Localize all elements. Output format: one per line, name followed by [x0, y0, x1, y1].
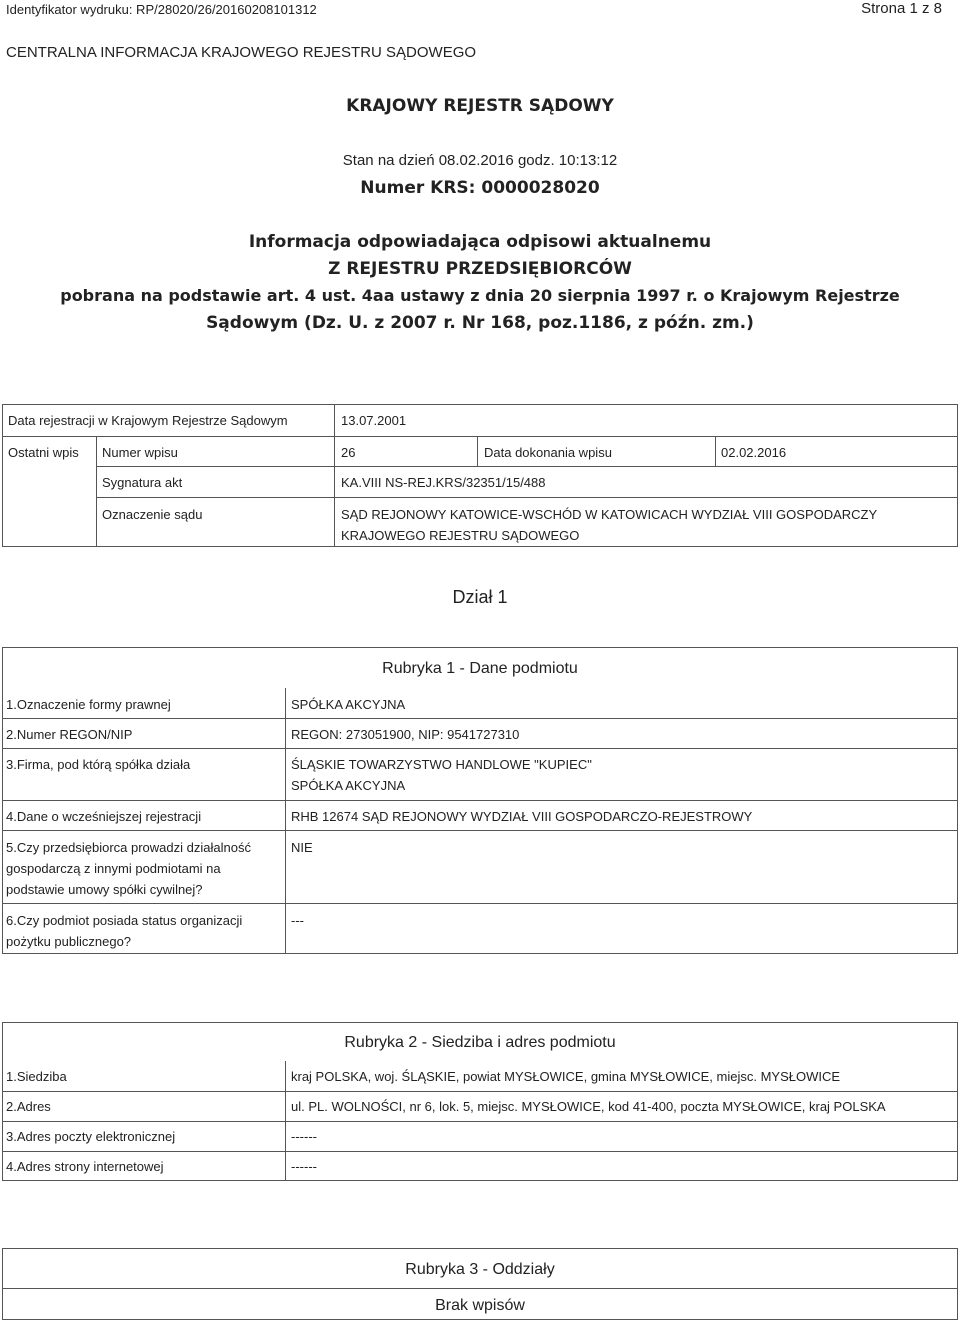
registry-title: KRAJOWY REJESTR SĄDOWY — [346, 96, 614, 116]
institution-name: CENTRALNA INFORMACJA KRAJOWEGO REJESTRU SĄDOWEGO — [6, 44, 477, 61]
divider — [2, 718, 958, 719]
section-title: Dział 1 — [452, 587, 508, 607]
divider — [96, 497, 958, 498]
divider — [96, 466, 958, 467]
divider — [2, 1288, 958, 1289]
row-label: 1.Oznaczenie formy prawnej — [6, 697, 171, 712]
row-value: SPÓŁKA AKCYJNA — [291, 697, 406, 712]
row-value: ------ — [291, 1159, 317, 1174]
row-value: ŚLĄSKIE TOWARZYSTWO HANDLOWE "KUPIEC" SPÓŁKA AKCYJNA — [291, 757, 592, 793]
registration-date-value: 13.07.2001 — [341, 413, 407, 428]
row-label: 3.Firma, pod którą spółka działa — [6, 757, 191, 772]
divider — [715, 436, 716, 466]
row-label: 5.Czy przedsiębiorca prowadzi działalność gospodarczą z innymi podmiotami na podstawie umowy spółki cywilnej? — [6, 840, 251, 897]
row-value: kraj POLSKA, woj. ŚLĄSKIE, powiat MYSŁOWICE, gmina MYSŁOWICE, miejsc. MYSŁOWICE — [291, 1069, 841, 1084]
row-label: 3.Adres poczty elektronicznej — [6, 1129, 176, 1144]
entry-date-value: 02.02.2016 — [721, 445, 787, 460]
row-value: ------ — [291, 1129, 317, 1144]
divider — [2, 800, 958, 801]
row-label: 6.Czy podmiot posiada status organizacji pożytku publicznego? — [6, 913, 243, 949]
divider — [2, 748, 958, 749]
divider — [285, 688, 286, 954]
krs-number: Numer KRS: 0000028020 — [360, 178, 600, 198]
divider — [2, 903, 958, 904]
divider — [2, 1121, 958, 1122]
no-entries: Brak wpisów — [435, 1297, 525, 1314]
divider — [477, 436, 478, 466]
row-value: --- — [291, 913, 304, 928]
rubryka-1-title: Rubryka 1 - Dane podmiotu — [382, 660, 578, 677]
row-label: 1.Siedziba — [6, 1069, 67, 1084]
row-label: 4.Dane o wcześniejszej rejestracji — [6, 809, 202, 824]
row-label: 2.Numer REGON/NIP — [6, 727, 133, 742]
info-line-1: Informacja odpowiadająca odpisowi aktualnemu — [248, 232, 712, 252]
row-label: 4.Adres strony internetowej — [6, 1159, 164, 1174]
row-value: REGON: 273051900, NIP: 9541727310 — [291, 727, 520, 742]
divider — [2, 830, 958, 831]
row-value: RHB 12674 SĄD REJONOWY WYDZIAŁ VIII GOSPODARCZO-REJESTROWY — [291, 809, 753, 824]
divider — [96, 436, 97, 547]
print-identifier: Identyfikator wydruku: RP/28020/26/20160208101312 — [6, 2, 317, 17]
rubryka-3-title: Rubryka 3 - Oddziały — [405, 1261, 555, 1278]
court-label: Oznaczenie sądu — [102, 507, 203, 522]
page-number: Strona 1 z 8 — [861, 0, 942, 17]
divider — [334, 404, 335, 436]
row-label: 2.Adres — [6, 1099, 51, 1114]
info-line-2: Z REJESTRU PRZEDSIĘBIORCÓW — [328, 259, 632, 279]
basis-line-1: pobrana na podstawie art. 4 ust. 4aa ustawy z dnia 20 sierpnia 1997 r. o Krajowym Rejestrze — [60, 286, 900, 305]
divider — [2, 1091, 958, 1092]
court-value: SĄD REJONOWY KATOWICE-WSCHÓD W KATOWICACH WYDZIAŁ VIII GOSPODARCZY KRAJOWEGO REJESTRU SĄDOWEGO — [341, 507, 877, 543]
divider — [334, 436, 335, 547]
divider — [2, 1151, 958, 1152]
row-value: NIE — [291, 840, 313, 855]
case-signature-value: KA.VIII NS-REJ.KRS/32351/15/488 — [341, 475, 546, 490]
last-entry-label: Ostatni wpis — [8, 445, 79, 460]
row-value: ul. PL. WOLNOŚCI, nr 6, lok. 5, miejsc. MYSŁOWICE, kod 41-400, poczta MYSŁOWICE, kraj POLSKA — [291, 1099, 886, 1114]
basis-line-2: Sądowym (Dz. U. z 2007 r. Nr 168, poz.1186, z późn. zm.) — [206, 313, 754, 333]
divider — [2, 436, 958, 437]
entry-date-label: Data dokonania wpisu — [484, 445, 612, 460]
case-signature-label: Sygnatura akt — [102, 475, 183, 490]
registration-date-label: Data rejestracji w Krajowym Rejestrze Sądowym — [8, 413, 288, 428]
entry-number-value: 26 — [341, 445, 356, 460]
state-date: Stan na dzień 08.02.2016 godz. 10:13:12 — [342, 152, 618, 169]
rubryka-2-title: Rubryka 2 - Siedziba i adres podmiotu — [344, 1034, 616, 1051]
entry-number-label: Numer wpisu — [102, 445, 178, 460]
